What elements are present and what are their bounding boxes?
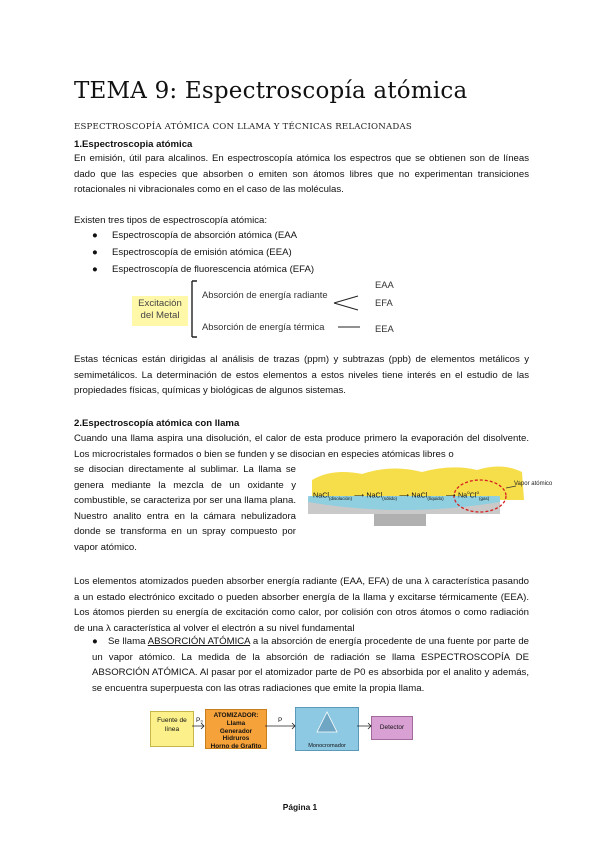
techniques-paragraph: Estas técnicas están dirigidas al análisis de trazas (ppm) y subtrazas (ppb) de elementos metálicos y semimetálicos. La determinación de estos elementos a estos niveles tiene interés en el estudio de las propiedades físicas, químicas y biológicas de algunos sistemas. xyxy=(74,354,529,397)
section1-paragraph: En emisión, útil para alcalinos. En espectroscopía atómica los espectros que se obtienen son de líneas dado que las especies que absorben o emiten son átomos libres que no experimentan transiciones rotacionales ni vibracionales como en el caso de las moléculas. xyxy=(74,153,529,196)
burner-stem xyxy=(374,514,426,526)
absorption-term: ABSORCIÓN ATÓMICA xyxy=(147,636,251,647)
page-subtitle: ESPECTROSCOPÍA ATÓMICA CON LLAMA Y TÉCNICAS RELACIONADAS xyxy=(74,122,412,132)
section2-paragraph-wrap: se disocian directamente al sublimar. La llama se genera mediante la mezcla de un oxidante y combustible, se caracteriza por ser una llama plana. Nuestro analito entra en la cámara nebulizadora donde se transforma en un spray compuesto por vapor atómico. xyxy=(74,464,296,553)
list-item: ● Espectroscopía de absorción atómica (EAA xyxy=(92,230,298,241)
absorption-bullet: ● Se llama ABSORCIÓN ATÓMICA a la absorción de energía procedente de una fuente por parte de un vapor atómico. La medida de la absorción de radiación se llama ESPECTROSCOPÍA DE ABSORCIÓN ATÓMICA. Al pasar por el atomizador parte de P0 es absorbida por el analito y además, se encuentra superpuesta con las otras radiaciones que emite la propia llama. xyxy=(92,636,530,694)
section2-paragraph: Cuando una llama aspira una disolución, el calor de esta produce primero la evaporación del disolvente. Los microcristales formados o bien se funden y se disocian en especies atómicas libres o xyxy=(74,433,529,460)
output-eaa: EAA xyxy=(375,279,394,290)
excitation-box: Excitación del Metal xyxy=(132,296,188,326)
p0-label: P₀ xyxy=(196,717,204,724)
thermal-energy-label: Absorción de energía térmica xyxy=(202,321,325,332)
page-title: TEMA 9: Espectroscopía atómica xyxy=(74,78,468,104)
list-item: ● Espectroscopía de emisión atómica (EEA) xyxy=(92,247,292,258)
section1-heading: 1.Espectroscopia atómica xyxy=(74,139,193,150)
types-intro: Existen tres tipos de espectroscopía atómica: xyxy=(74,215,268,226)
list-item: ● Espectroscopía de fluorescencia atómica (EFA) xyxy=(92,264,315,275)
p-label: P xyxy=(278,717,283,724)
atomization-paragraph: Los elementos atomizados pueden absorber energía radiante (EAA, EFA) de una λ característica pasando a un estado electrónico excitado o pueden absorber energía de la llama y excitarse térmicamente (EEA). Los átomos pierden su energía de excitación como calor, por colisión con otros átomos o como radiación de una λ característica al volver el electrón a su nivel fundamental xyxy=(74,576,529,634)
monochromator-box: Monocromador xyxy=(295,707,359,751)
radiant-energy-label: Absorción de energía radiante xyxy=(202,289,328,300)
output-efa: EFA xyxy=(375,297,393,308)
page-number: Página 1 xyxy=(282,802,318,812)
beam-arrows xyxy=(192,718,372,732)
atomizer-box: ATOMIZADOR: Llama Generador Hidruros Horno de Grafito xyxy=(205,709,267,749)
detector-box: Detector xyxy=(371,716,413,740)
section2-heading: 2.Espectroscopía atómica con llama xyxy=(74,418,240,429)
vapor-label: Vapor atómico xyxy=(514,481,553,487)
output-eea: EEA xyxy=(375,323,394,334)
source-box: Fuente de línea xyxy=(150,711,194,747)
flame-species: NaCl$_{(disolución)}$ ⟶ NaCl$_{(sólido)}$ ⟶ NaCl$_{(líquido)}$ ⟶ $Na^oCl^o_{(gas)}$ xyxy=(313,490,490,501)
